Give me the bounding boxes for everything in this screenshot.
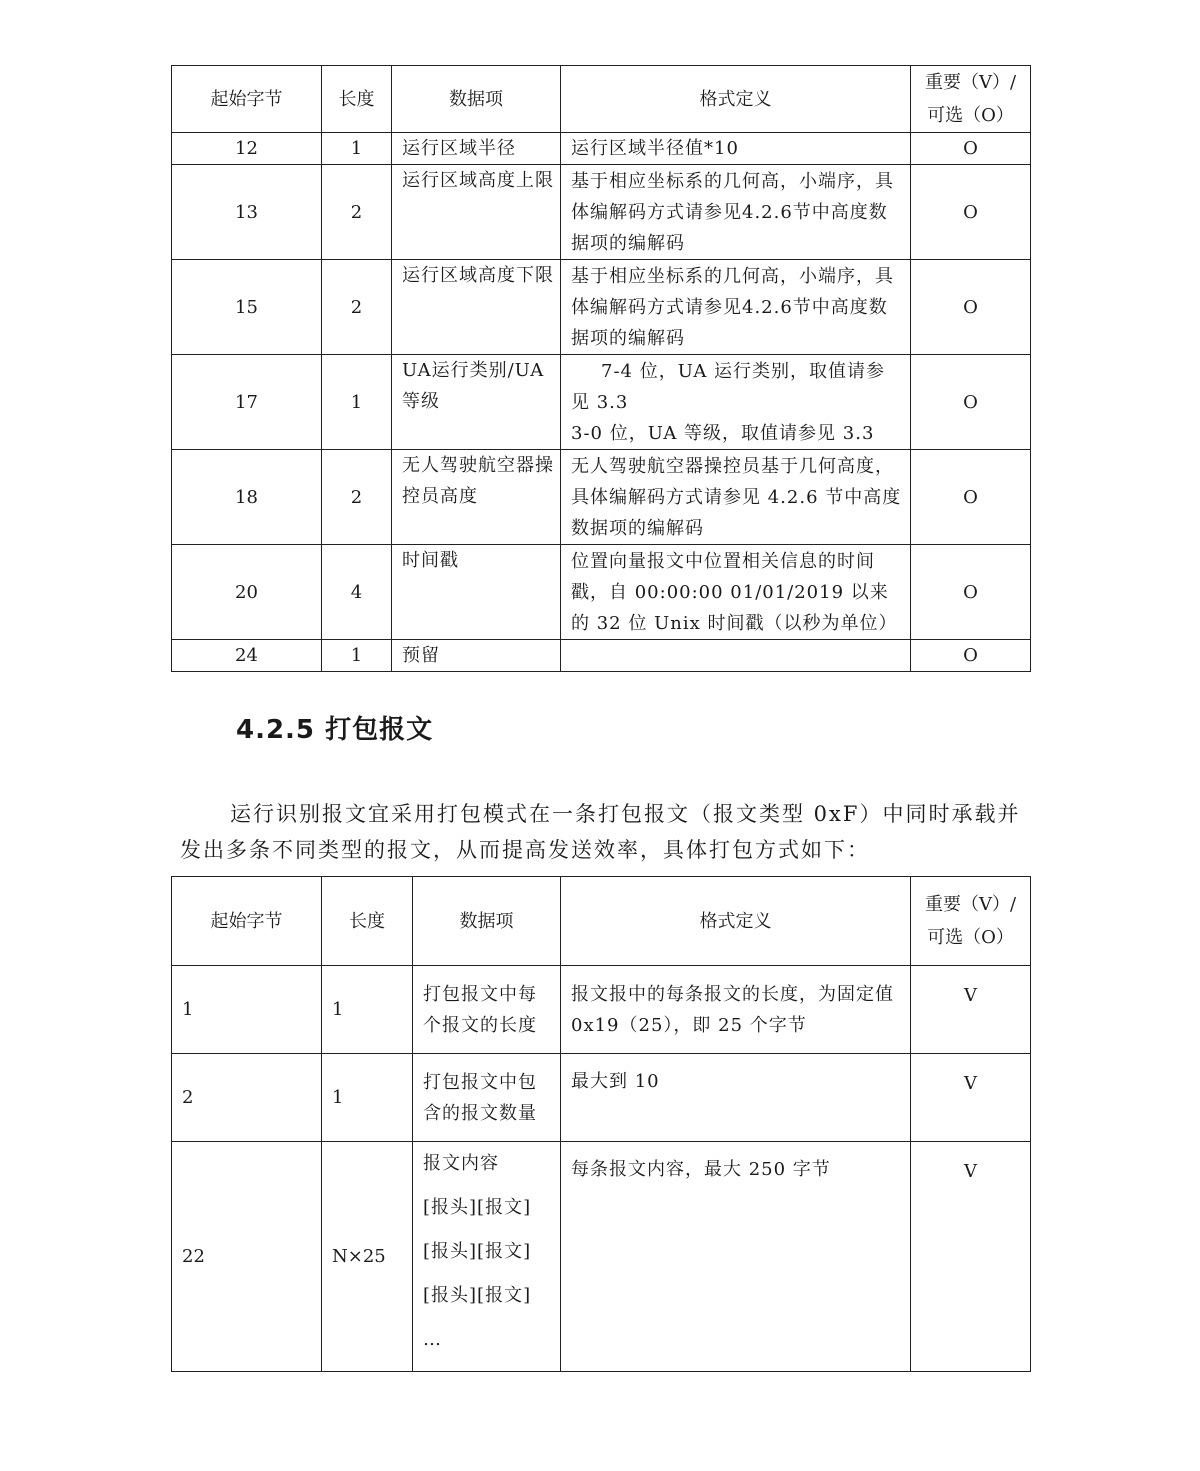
cell-format — [561, 640, 911, 672]
data-table-1 — [171, 65, 1031, 672]
header-data-item: 数据项 — [413, 877, 561, 966]
cell-format: 基于相应坐标系的几何高，小端序，具体编解码方式请参见4.2.6节中高度数据项的编解码 — [561, 165, 911, 260]
section-paragraph: 运行识别报文宜采用打包模式在一条打包报文（报文类型 0xF）中同时承载并发出多条不同类型的报文，从而提高发送效率，具体打包方式如下： — [180, 802, 1021, 862]
cell-format: 报文报中的每条报文的长度，为固定值 0x19（25），即 25 个字节 — [561, 966, 911, 1054]
header-format: 格式定义 — [561, 66, 911, 133]
table-row — [172, 355, 1031, 450]
cell-length: 1 — [322, 355, 392, 450]
cell-length: 2 — [322, 450, 392, 545]
header-required-line2: 可选（O） — [927, 105, 1014, 126]
cell-start: 1 — [172, 966, 322, 1054]
cell-item: 运行区域高度上限 — [392, 165, 561, 260]
cell-length: N×25 — [322, 1142, 413, 1372]
item-line: … — [423, 1329, 442, 1350]
section-title: 4.2.5 打包报文 — [236, 715, 434, 745]
item-line: [报头][报文] — [423, 1197, 532, 1218]
cell-item: 无人驾驶航空器操控员高度 — [392, 450, 561, 545]
cell-req: O — [911, 450, 1031, 545]
item-line: [报头][报文] — [423, 1285, 532, 1306]
cell-length: 2 — [322, 165, 392, 260]
table-row — [172, 450, 1031, 545]
header-required — [911, 877, 1031, 966]
cell-format-line1: 7-4 位，UA 运行类别，取值请参见 3.3 — [571, 360, 886, 413]
header-start-byte: 起始字节 — [172, 66, 322, 133]
cell-item: 打包报文中每个报文的长度 — [413, 966, 561, 1054]
cell-length: 1 — [322, 640, 392, 672]
table-row — [172, 966, 1031, 1054]
cell-item: 时间戳 — [392, 545, 561, 640]
item-line: 报文内容 — [423, 1153, 499, 1174]
cell-start: 2 — [172, 1054, 322, 1142]
cell-item: UA运行类别/UA等级 — [392, 355, 561, 450]
header-required — [911, 66, 1031, 133]
table-row — [172, 133, 1031, 165]
cell-length: 1 — [322, 1054, 413, 1142]
cell-req: V — [911, 1054, 1031, 1142]
header-start-byte: 起始字节 — [172, 877, 322, 966]
cell-req: O — [911, 355, 1031, 450]
cell-req: O — [911, 640, 1031, 672]
cell-length: 4 — [322, 545, 392, 640]
cell-req: O — [911, 165, 1031, 260]
cell-format: 基于相应坐标系的几何高，小端序，具体编解码方式请参见4.2.6节中高度数据项的编解码 — [561, 260, 911, 355]
cell-start: 22 — [172, 1142, 322, 1372]
table-row — [172, 1054, 1031, 1142]
cell-format — [561, 355, 911, 450]
table-row — [172, 260, 1031, 355]
data-table-2 — [171, 876, 1031, 1372]
cell-item — [413, 1142, 561, 1372]
cell-req: O — [911, 260, 1031, 355]
cell-format: 位置向量报文中位置相关信息的时间戳，自 00:00:00 01/01/2019 以来的 32 位 Unix 时间戳（以秒为单位） — [561, 545, 911, 640]
item-line: [报头][报文] — [423, 1241, 532, 1262]
header-format: 格式定义 — [561, 877, 911, 966]
table-header-row — [172, 877, 1031, 966]
cell-req: O — [911, 545, 1031, 640]
cell-item: 运行区域半径 — [392, 133, 561, 165]
cell-item: 运行区域高度下限 — [392, 260, 561, 355]
cell-start: 13 — [172, 165, 322, 260]
cell-start: 17 — [172, 355, 322, 450]
table-row — [172, 640, 1031, 672]
table-header-row — [172, 66, 1031, 133]
cell-req: O — [911, 133, 1031, 165]
table-row — [172, 545, 1031, 640]
header-required-line2: 可选（O） — [927, 927, 1014, 948]
cell-format: 每条报文内容，最大 250 字节 — [561, 1142, 911, 1372]
header-length: 长度 — [322, 66, 392, 133]
cell-length: 1 — [322, 966, 413, 1054]
cell-format: 最大到 10 — [561, 1054, 911, 1142]
cell-length: 1 — [322, 133, 392, 165]
cell-start: 20 — [172, 545, 322, 640]
cell-req: V — [911, 1142, 1031, 1372]
cell-item: 打包报文中包含的报文数量 — [413, 1054, 561, 1142]
table-row — [172, 1142, 1031, 1372]
cell-format-line2: 3-0 位，UA 等级，取值请参见 3.3 — [571, 422, 875, 444]
header-required-line1: 重要（V）/ — [924, 894, 1017, 915]
cell-start: 12 — [172, 133, 322, 165]
cell-start: 15 — [172, 260, 322, 355]
cell-req: V — [911, 966, 1031, 1054]
cell-length: 2 — [322, 260, 392, 355]
cell-item: 预留 — [392, 640, 561, 672]
cell-start: 24 — [172, 640, 322, 672]
header-length: 长度 — [322, 877, 413, 966]
table-row — [172, 165, 1031, 260]
header-required-line1: 重要（V）/ — [924, 72, 1017, 93]
header-data-item: 数据项 — [392, 66, 561, 133]
cell-format: 无人驾驶航空器操控员基于几何高度，具体编解码方式请参见 4.2.6 节中高度数据项的编解码 — [561, 450, 911, 545]
cell-format: 运行区域半径值*10 — [561, 133, 911, 165]
cell-start: 18 — [172, 450, 322, 545]
